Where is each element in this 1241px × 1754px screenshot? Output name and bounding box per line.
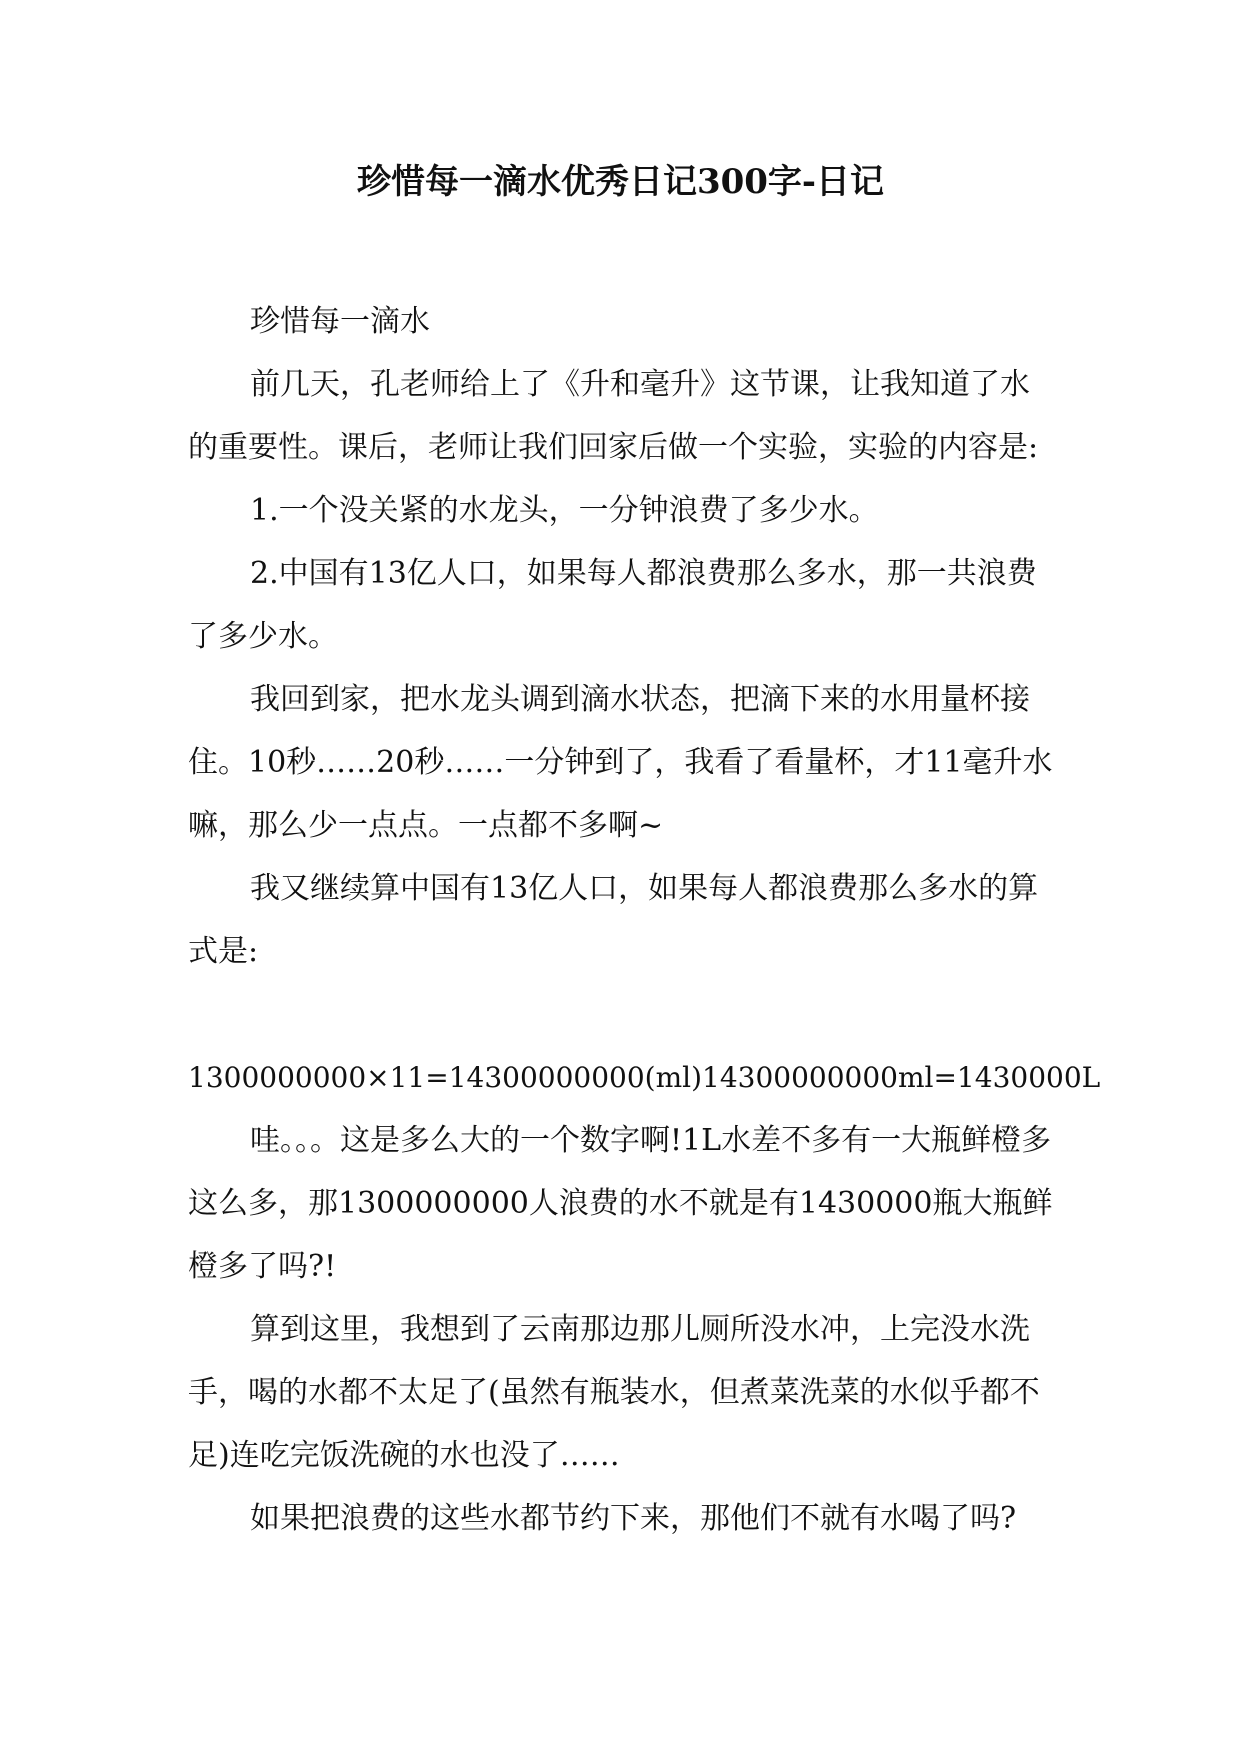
formula-line: 1300000000×11=14300000000(ml)14300000000ml=1430000L: [188, 1061, 1101, 1094]
paragraph-conclusion: 如果把浪费的这些水都节约下来，那他们不就有水喝了吗?: [250, 1501, 1017, 1536]
paragraph-calculation: 我又继续算中国有13亿人口，如果每人都浪费那么多水的算式是:: [188, 871, 1039, 969]
paragraph-subtitle: 珍惜每一滴水: [250, 304, 430, 339]
paragraph-task-1: 1.一个没关紧的水龙头，一分钟浪费了多少水。: [250, 493, 879, 528]
paragraph-yunnan: 算到这里，我想到了云南那边那儿厕所没水冲，上完没水洗手，喝的水都不太足了(虽然有瓶装水，但煮菜洗菜的水似乎都不足)连吃完饭洗碗的水也没了……: [188, 1312, 1040, 1473]
paragraph-task-2: 2.中国有13亿人口，如果每人都浪费那么多水，那一共浪费了多少水。: [188, 556, 1037, 654]
document-body: [188, 290, 1101, 1550]
document-title: 珍惜每一滴水优秀日记300字-日记: [356, 162, 885, 202]
paragraph-amazement: 哇。。。这是多么大的一个数字啊!1L水差不多有一大瓶鲜橙多这么多，那1300000000人浪费的水不就是有1430000瓶大瓶鲜橙多了吗?!: [188, 1123, 1053, 1284]
paragraph-intro: 前几天，孔老师给上了《升和毫升》这节课，让我知道了水的重要性。课后，老师让我们回家后做一个实验，实验的内容是:: [188, 367, 1039, 465]
blank-line: [188, 983, 1054, 1046]
paragraph-experiment: 我回到家，把水龙头调到滴水状态，把滴下来的水用量杯接住。10秒……20秒……一分钟到了，我看了看量杯，才11毫升水嘛，那么少一点点。一点都不多啊~: [188, 682, 1053, 843]
